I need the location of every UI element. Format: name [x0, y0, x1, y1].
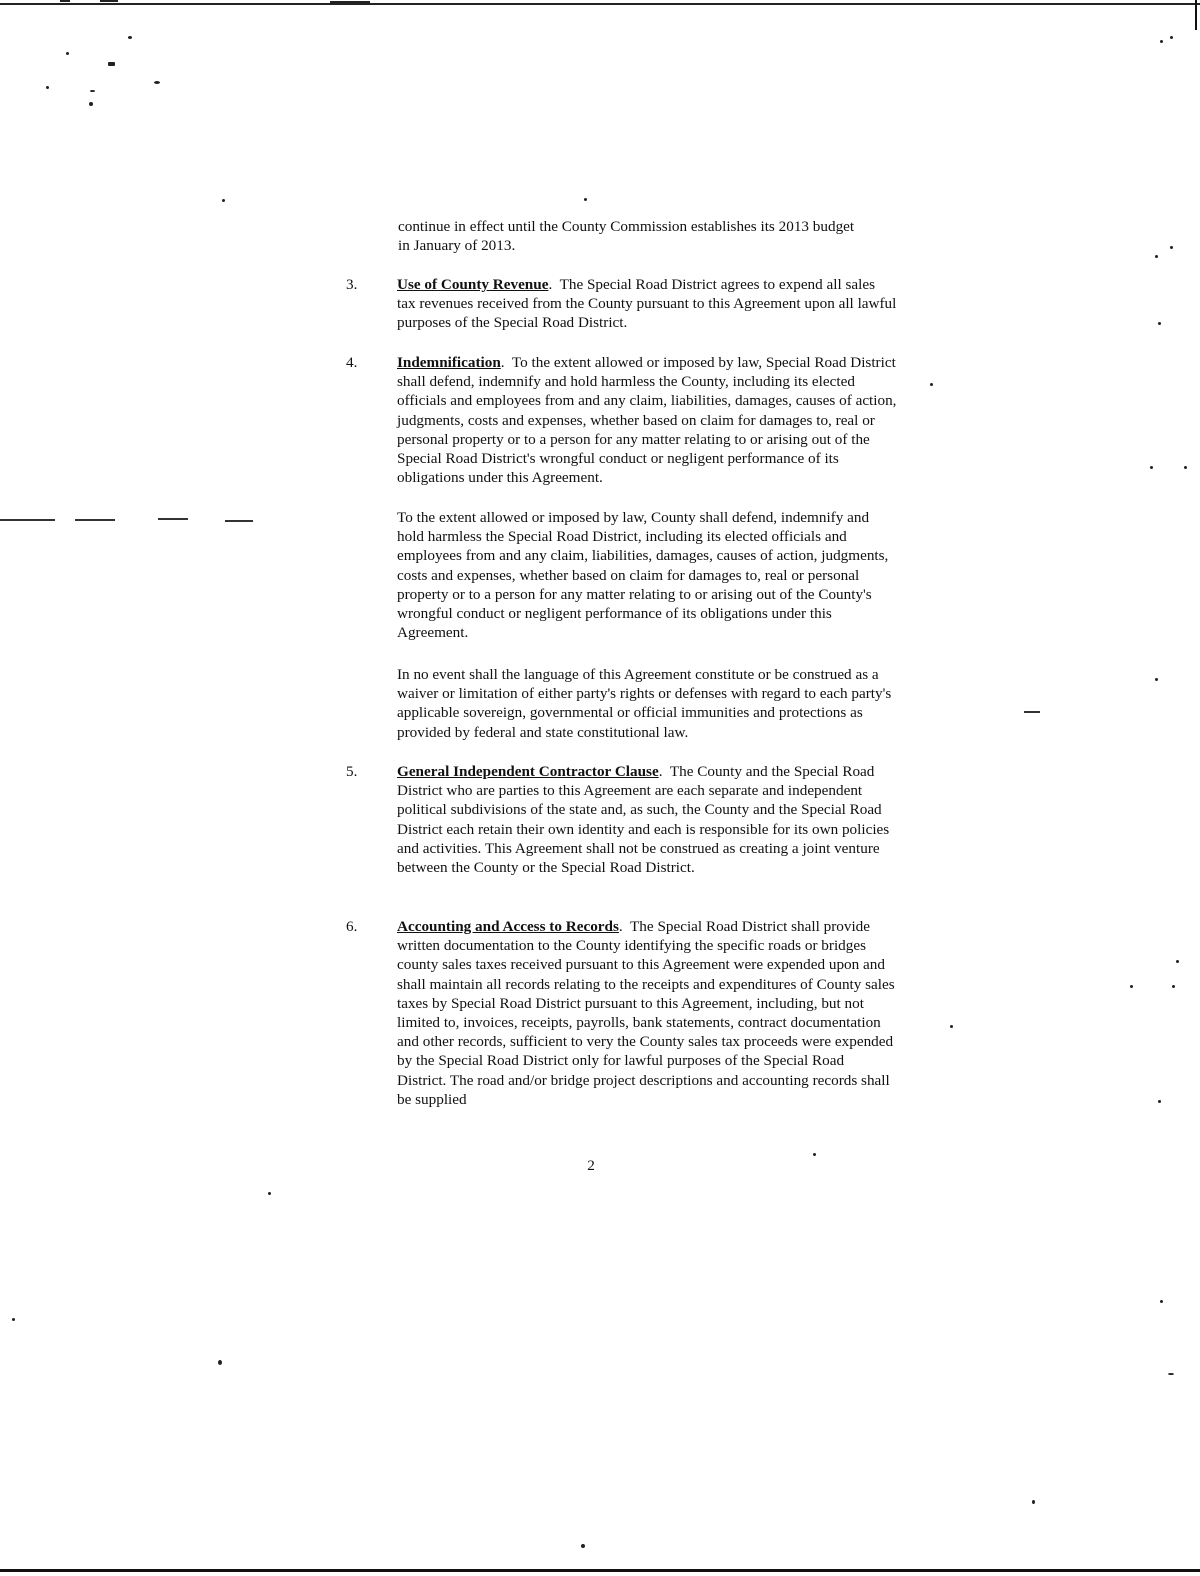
scan-mark	[60, 0, 70, 2]
scan-speck	[1158, 1100, 1161, 1103]
scan-speck	[1155, 255, 1158, 258]
scan-speck	[1155, 678, 1158, 681]
scan-speck	[584, 198, 587, 201]
section-text: The Special Road District shall provide written documentation to the County identifying the specific roads or bridges county sales taxes received pursuant to this Agreement were expended upon and shall maintain all records relating to the receipts and expenditures of County sales taxes by Special Road District pursuant to this Agreement, including, but not limited to, invoices, receipts, payrolls, bank statements, contract documentation and other records, sufficient to very the County sales tax proceeds were expended by the Special Road District only for lawful purposes of the Special Road District. The road and/or bridge project descriptions and accounting records shall be supplied	[397, 918, 895, 1108]
scan-speck	[222, 199, 225, 202]
scan-dash	[0, 519, 55, 521]
scan-speck	[1032, 1500, 1035, 1504]
section-text: The County and the Special Road District who are parties to this Agreement are each separate and independent political subdivisions of the state and, as such, the County and the Special Road District each retain their own identity and each is responsible for its own policies and activities. This Agreement shall not be construed as creating a joint venture between the County or the Special Road District.	[397, 763, 890, 877]
scan-speck	[12, 1318, 15, 1321]
section-body: Accounting and Access to Records. The Special Road District shall provide written documentation to the County identifying the specific roads or bridges county sales taxes received pursuant to this Agreement were expended upon and shall maintain all records relating to the receipts and expenditures of County sales taxes by Special Road District pursuant to this Agreement, including, but not limited to, invoices, receipts, payrolls, bank statements, contract documentation and other records, sufficient to very the County sales tax proceeds were expended by the Special Road District only for lawful purposes of the Special Road District. The road and/or bridge project descriptions and accounting records shall be supplied	[397, 918, 895, 1108]
section-number: 4.	[346, 354, 358, 371]
scan-dash	[75, 519, 115, 521]
scan-speck	[950, 1025, 953, 1028]
scan-speck	[1168, 1373, 1174, 1375]
scan-speck	[1170, 246, 1173, 249]
scan-speck	[1172, 985, 1175, 988]
scan-dash	[1024, 711, 1040, 713]
scan-mark	[100, 0, 118, 2]
scan-speck	[1170, 36, 1173, 39]
scan-speck	[1176, 960, 1179, 963]
section-body: General Independent Contractor Clause. The County and the Special Road District who are parties to this Agreement are each separate and independent political subdivisions of the state and, as such, the County and the Special Road District each retain their own identity and each is responsible for its own policies and activities. This Agreement shall not be construed as creating a joint venture between the County or the Special Road District.	[397, 763, 890, 877]
scan-speck	[154, 81, 160, 84]
section-text: The Special Road District agrees to expend all sales tax revenues received from the County pursuant to this Agreement upon all lawful purposes of the Special Road District.	[397, 276, 897, 332]
scan-speck	[930, 383, 933, 386]
section-number: 5.	[346, 763, 358, 780]
scan-speck	[108, 62, 115, 66]
scan-speck	[1130, 985, 1133, 988]
section-number: 6.	[346, 918, 358, 935]
scan-speck	[89, 102, 93, 106]
page-number: 2	[587, 1157, 595, 1174]
scan-speck	[46, 86, 49, 89]
scan-mark	[330, 1, 370, 3]
indemnification-paragraph-immunities: In no event shall the language of this Agreement constitute or be construed as a waiver or limitation of either party's rights or defenses with regard to each party's applicable sovereign, governmental or official immunities and protections as provided by federal and state constitutional law.	[397, 666, 892, 741]
scan-speck	[268, 1192, 271, 1195]
scan-speck	[1184, 466, 1187, 469]
scan-speck	[66, 52, 69, 55]
scan-speck	[90, 90, 95, 92]
section-body: Use of County Revenue. The Special Road District agrees to expend all sales tax revenues received from the County pursuant to this Agreement upon all lawful purposes of the Special Road District.	[397, 276, 897, 332]
section-heading: Indemnification	[397, 354, 501, 371]
scan-speck	[813, 1153, 816, 1156]
scan-speck	[1150, 466, 1153, 469]
scan-speck	[128, 36, 132, 39]
scan-border-bottom	[0, 1569, 1200, 1572]
scan-speck	[581, 1544, 585, 1548]
scan-speck	[218, 1360, 222, 1365]
scan-edge-mark	[1195, 0, 1197, 30]
scan-speck	[1158, 322, 1161, 325]
section-heading: Accounting and Access to Records	[397, 918, 619, 935]
scan-dash	[225, 520, 253, 522]
section-number: 3.	[346, 276, 358, 293]
section-text: To the extent allowed or imposed by law, Special Road District shall defend, indemnify and hold harmless the County, including its elected officials and employees from and any claim, liabilities, damages, causes of action, judgments, costs and expenses, whether based on claim for damages to, real or personal property or to a person for any matter relating to or arising out of the Special Road District's wrongful conduct or negligent performance of its obligations under this Agreement.	[397, 354, 897, 487]
section-heading: Use of County Revenue	[397, 276, 549, 293]
scan-speck	[1160, 40, 1163, 43]
scan-dash	[158, 518, 188, 520]
scan-speck	[1160, 1300, 1163, 1303]
scan-border-top	[0, 3, 1200, 5]
section-heading: General Independent Contractor Clause	[397, 763, 659, 780]
section-body: Indemnification. To the extent allowed or imposed by law, Special Road District shall defend, indemnify and hold harmless the County, including its elected officials and employees from and any claim, liabilities, damages, causes of action, judgments, costs and expenses, whether based on claim for damages to, real or personal property or to a person for any matter relating to or arising out of the Special Road District's wrongful conduct or negligent performance of its obligations under this Agreement.	[397, 354, 897, 487]
indemnification-paragraph-county: To the extent allowed or imposed by law, County shall defend, indemnify and hold harmless the Special Road District, including its elected officials and employees from and any claim, liabilities, damages, causes of action, judgments, costs and expenses, whether based on claim for damages to, real or personal property or to a person for any matter relating to or arising out of the County's wrongful conduct or negligent performance of its obligations under this Agreement.	[397, 509, 889, 642]
continuation-paragraph: continue in effect until the County Commission establishes its 2013 budget in January of 2013.	[398, 218, 855, 255]
